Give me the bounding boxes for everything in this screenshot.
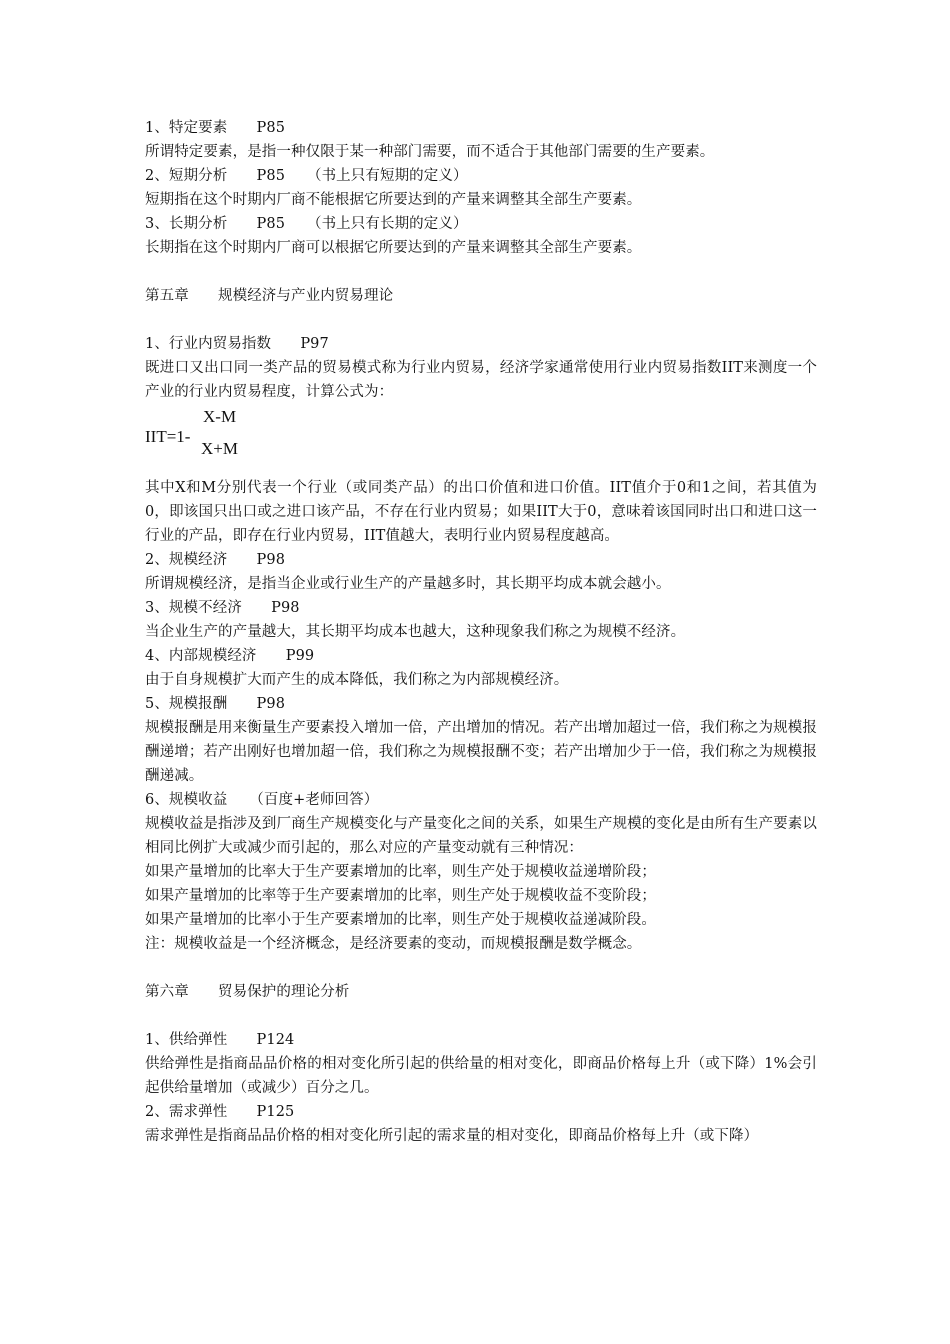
item-heading-iit: 1、行业内贸易指数 P97 <box>145 336 329 352</box>
item-text-scale-yield-constant: 如果产量增加的比率等于生产要素增加的比率，则生产处于规模收益不变阶段； <box>145 888 656 904</box>
item-text-demand-elasticity: 需求弹性是指商品品价格的相对变化所引起的需求量的相对变化，即商品价格每上升（或下降） <box>145 1128 759 1144</box>
item-heading-short-run: 2、短期分析 P85 （书上只有短期的定义） <box>145 168 468 184</box>
item-text-diseconomies: 当企业生产的产量越大，其长期平均成本也越大，这种现象我们称之为规模不经济。 <box>145 624 686 640</box>
item-text-scale-yield-increasing: 如果产量增加的比率大于生产要素增加的比率，则生产处于规模收益递增阶段； <box>145 864 656 880</box>
item-text-returns-to-scale: 规模报酬是用来衡量生产要素投入增加一倍，产出增加的情况。若产出增加超过一倍，我们称之为规模报酬递增；若产出刚好也增加超一倍，我们称之为规模报酬不变；若产出增加少于一倍，我们称之为规模报酬递减。 <box>145 720 817 784</box>
spacer <box>145 956 817 980</box>
formula-numerator: X-M <box>203 407 237 426</box>
chapter-title-5: 第五章 规模经济与产业内贸易理论 <box>145 288 394 304</box>
item-text-long-run: 长期指在这个时期内厂商可以根据它所要达到的产量来调整其全部生产要素。 <box>145 240 642 256</box>
item-text-iit-explanation: 其中X和M分别代表一个行业（或同类产品）的出口价值和进口价值。IIT值介于0和1之间，若其值为0，即该国只出口或之进口该产品，不存在行业内贸易；如果IIT大于0，意味着该国同时出口和进口这一行业的产品，即存在行业内贸易，IIT值越大，表明行业内贸易程度越高。 <box>145 480 817 544</box>
item-heading-scale-yield: 6、规模收益 （百度+老师回答） <box>145 792 379 808</box>
formula-denominator: X+M <box>201 439 238 458</box>
item-text-specific-factor: 所谓特定要素，是指一种仅限于某一种部门需要，而不适合于其他部门需要的生产要素。 <box>145 144 715 160</box>
item-text-scale-yield-decreasing: 如果产量增加的比率小于生产要素增加的比率，则生产处于规模收益递减阶段。 <box>145 912 656 928</box>
spacer <box>145 260 817 284</box>
item-note: 注：规模收益是一个经济概念，是经济要素的变动，而规模报酬是数学概念。 <box>145 936 642 952</box>
chapter-title-6: 第六章 贸易保护的理论分析 <box>145 984 350 1000</box>
formula-lhs: IIT=1- <box>145 427 191 446</box>
item-heading-specific-factor: 1、特定要素 P85 <box>145 120 286 136</box>
item-heading-diseconomies: 3、规模不经济 P98 <box>145 600 300 616</box>
item-heading-economies-of-scale: 2、规模经济 P98 <box>145 552 286 568</box>
iit-formula <box>145 404 817 476</box>
item-heading-long-run: 3、长期分析 P85 （书上只有长期的定义） <box>145 216 468 232</box>
item-text-short-run: 短期指在这个时期内厂商不能根据它所要达到的产量来调整其全部生产要素。 <box>145 192 642 208</box>
item-heading-internal-economies: 4、内部规模经济 P99 <box>145 648 315 664</box>
item-text-scale-yield: 规模收益是指涉及到厂商生产规模变化与产量变化之间的关系，如果生产规模的变化是由所有生产要素以相同比例扩大或减少而引起的，那么对应的产量变动就有三种情况： <box>145 816 817 856</box>
item-heading-demand-elasticity: 2、需求弹性 P125 <box>145 1104 295 1120</box>
item-text-economies-of-scale: 所谓规模经济，是指当企业或行业生产的产量越多时，其长期平均成本就会越小。 <box>145 576 671 592</box>
item-heading-returns-to-scale: 5、规模报酬 P98 <box>145 696 286 712</box>
document-page <box>145 116 817 1148</box>
item-heading-supply-elasticity: 1、供给弹性 P124 <box>145 1032 295 1048</box>
spacer <box>145 1004 817 1028</box>
item-text-iit: 既进口又出口同一类产品的贸易模式称为行业内贸易，经济学家通常使用行业内贸易指数IIT来测度一个产业的行业内贸易程度，计算公式为： <box>145 360 817 400</box>
item-text-internal-economies: 由于自身规模扩大而产生的成本降低，我们称之为内部规模经济。 <box>145 672 569 688</box>
item-text-supply-elasticity: 供给弹性是指商品品价格的相对变化所引起的供给量的相对变化，即商品价格每上升（或下降）1%会引起供给量增加（或减少）百分之几。 <box>145 1056 817 1096</box>
spacer <box>145 308 817 332</box>
